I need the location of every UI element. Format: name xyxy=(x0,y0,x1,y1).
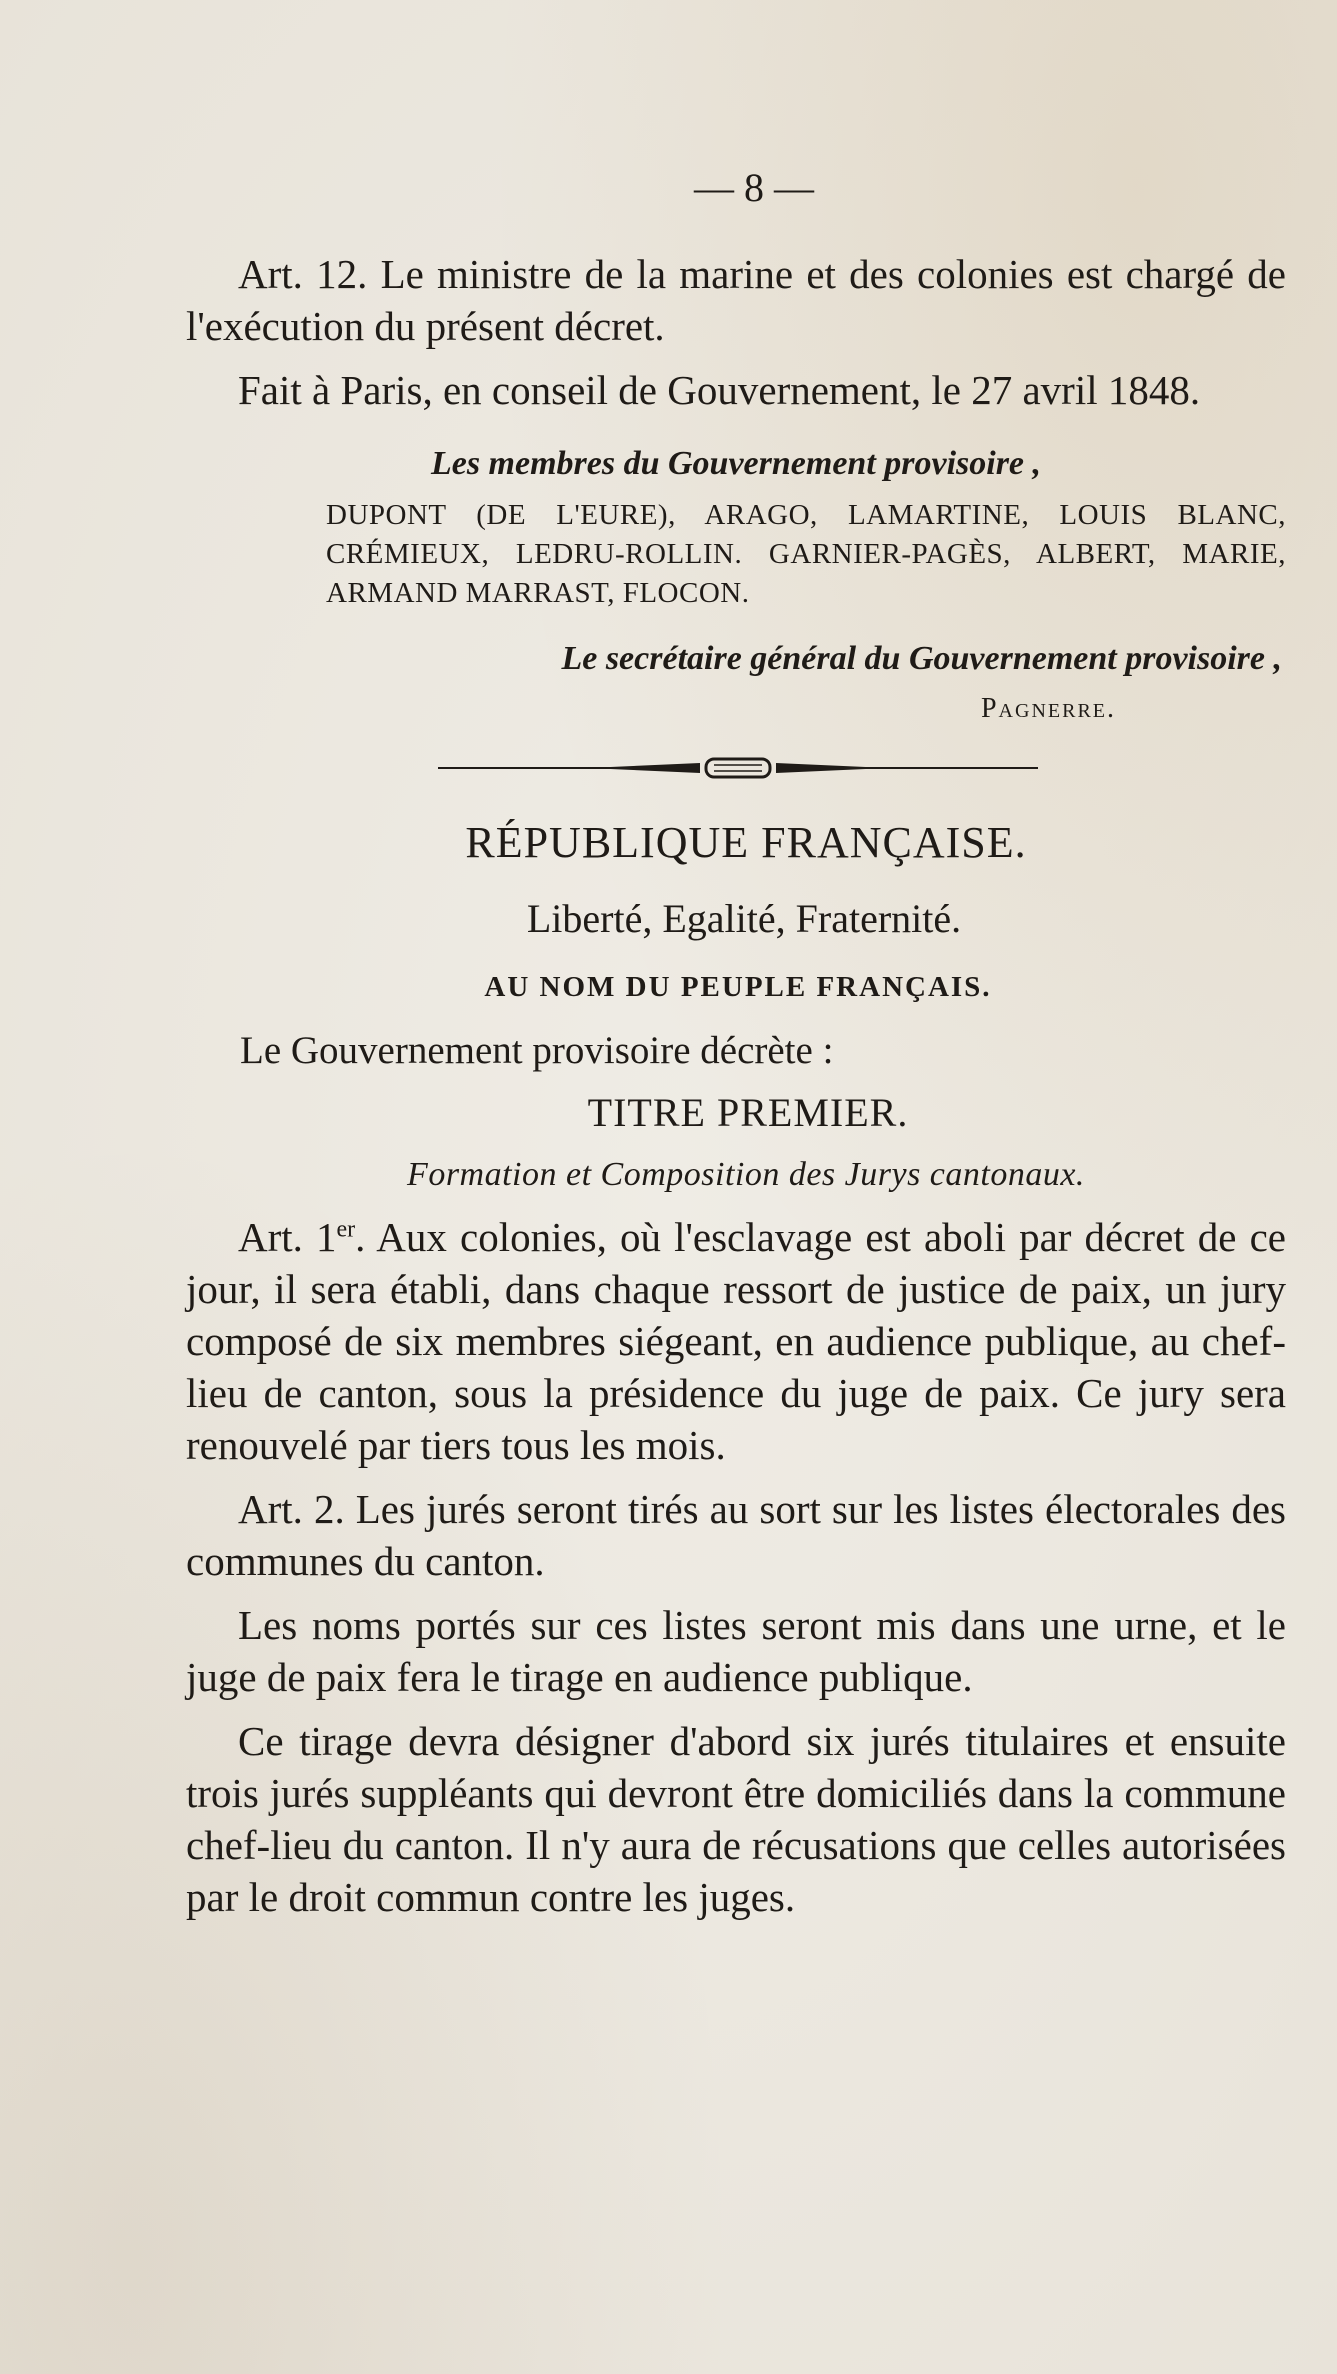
motto: Liberté, Egalité, Fraternité. xyxy=(526,896,962,941)
article-12: Art. 12. Le ministre de la marine et des colonies est chargé de l'exécution du présent décret. xyxy=(186,251,1286,349)
secretary-heading: Le secrétaire général du Gouvernement provisoire , xyxy=(561,640,1282,677)
article-1-text: . Aux colonies, où l'esclavage est aboli par décret de ce jour, il sera établi, dans chaque ressort de justice de paix, un jury composé de six membres siégeant, en audience publique, au chef-lieu de canton, sous la présidence du juge de paix. Ce jury sera renouvelé par tiers tous les mois. xyxy=(186,1214,1286,1468)
page-number: — 8 — xyxy=(694,165,814,210)
au-nom-heading: AU NOM DU PEUPLE FRANÇAIS. xyxy=(484,971,992,1003)
article-1-label: Art. 1 xyxy=(238,1214,337,1260)
article-2-urn-paragraph: Les noms portés sur ces listes seront mis dans une urne, et le juge de paix fera le tirage en audience publique. xyxy=(186,1602,1286,1700)
secretary-name: Pagnerre. xyxy=(980,693,1116,724)
decree-intro: Le Gouvernement provisoire décrète : xyxy=(240,1029,834,1072)
republic-heading: RÉPUBLIQUE FRANÇAISE. xyxy=(465,818,1027,867)
signatories-list: DUPONT (DE L'EURE), ARAGO, LAMARTINE, LOUIS BLANC, CRÉMIEUX, LEDRU-ROLLIN. GARNIER-PAGÈS, ALBERT, MARIE, ARMAND MARRAST, FLOCON. xyxy=(326,499,1286,609)
article-1 xyxy=(186,1211,1286,1471)
signing-date-paragraph: Fait à Paris, en conseil de Gouvernement, le 27 avril 1848. xyxy=(238,367,1201,413)
signature-heading: Les membres du Gouvernement provisoire , xyxy=(430,445,1042,482)
page-content xyxy=(186,165,1286,1923)
title-heading: TITRE PREMIER. xyxy=(587,1090,909,1135)
article-2-draw-paragraph: Ce tirage devra désigner d'abord six jurés titulaires et ensuite trois jurés suppléants qui devront être domiciliés dans la commune chef-lieu du canton. Il n'y aura de récusations que celles autorisées par le droit commun contre les juges. xyxy=(186,1718,1286,1920)
article-1-superscript: er xyxy=(336,1216,356,1243)
section-subtitle: Formation et Composition des Jurys cantonaux. xyxy=(407,1156,1085,1193)
ornamental-divider-icon xyxy=(438,753,1038,783)
article-2: Art. 2. Les jurés seront tirés au sort sur les listes électorales des communes du canton. xyxy=(186,1486,1286,1584)
